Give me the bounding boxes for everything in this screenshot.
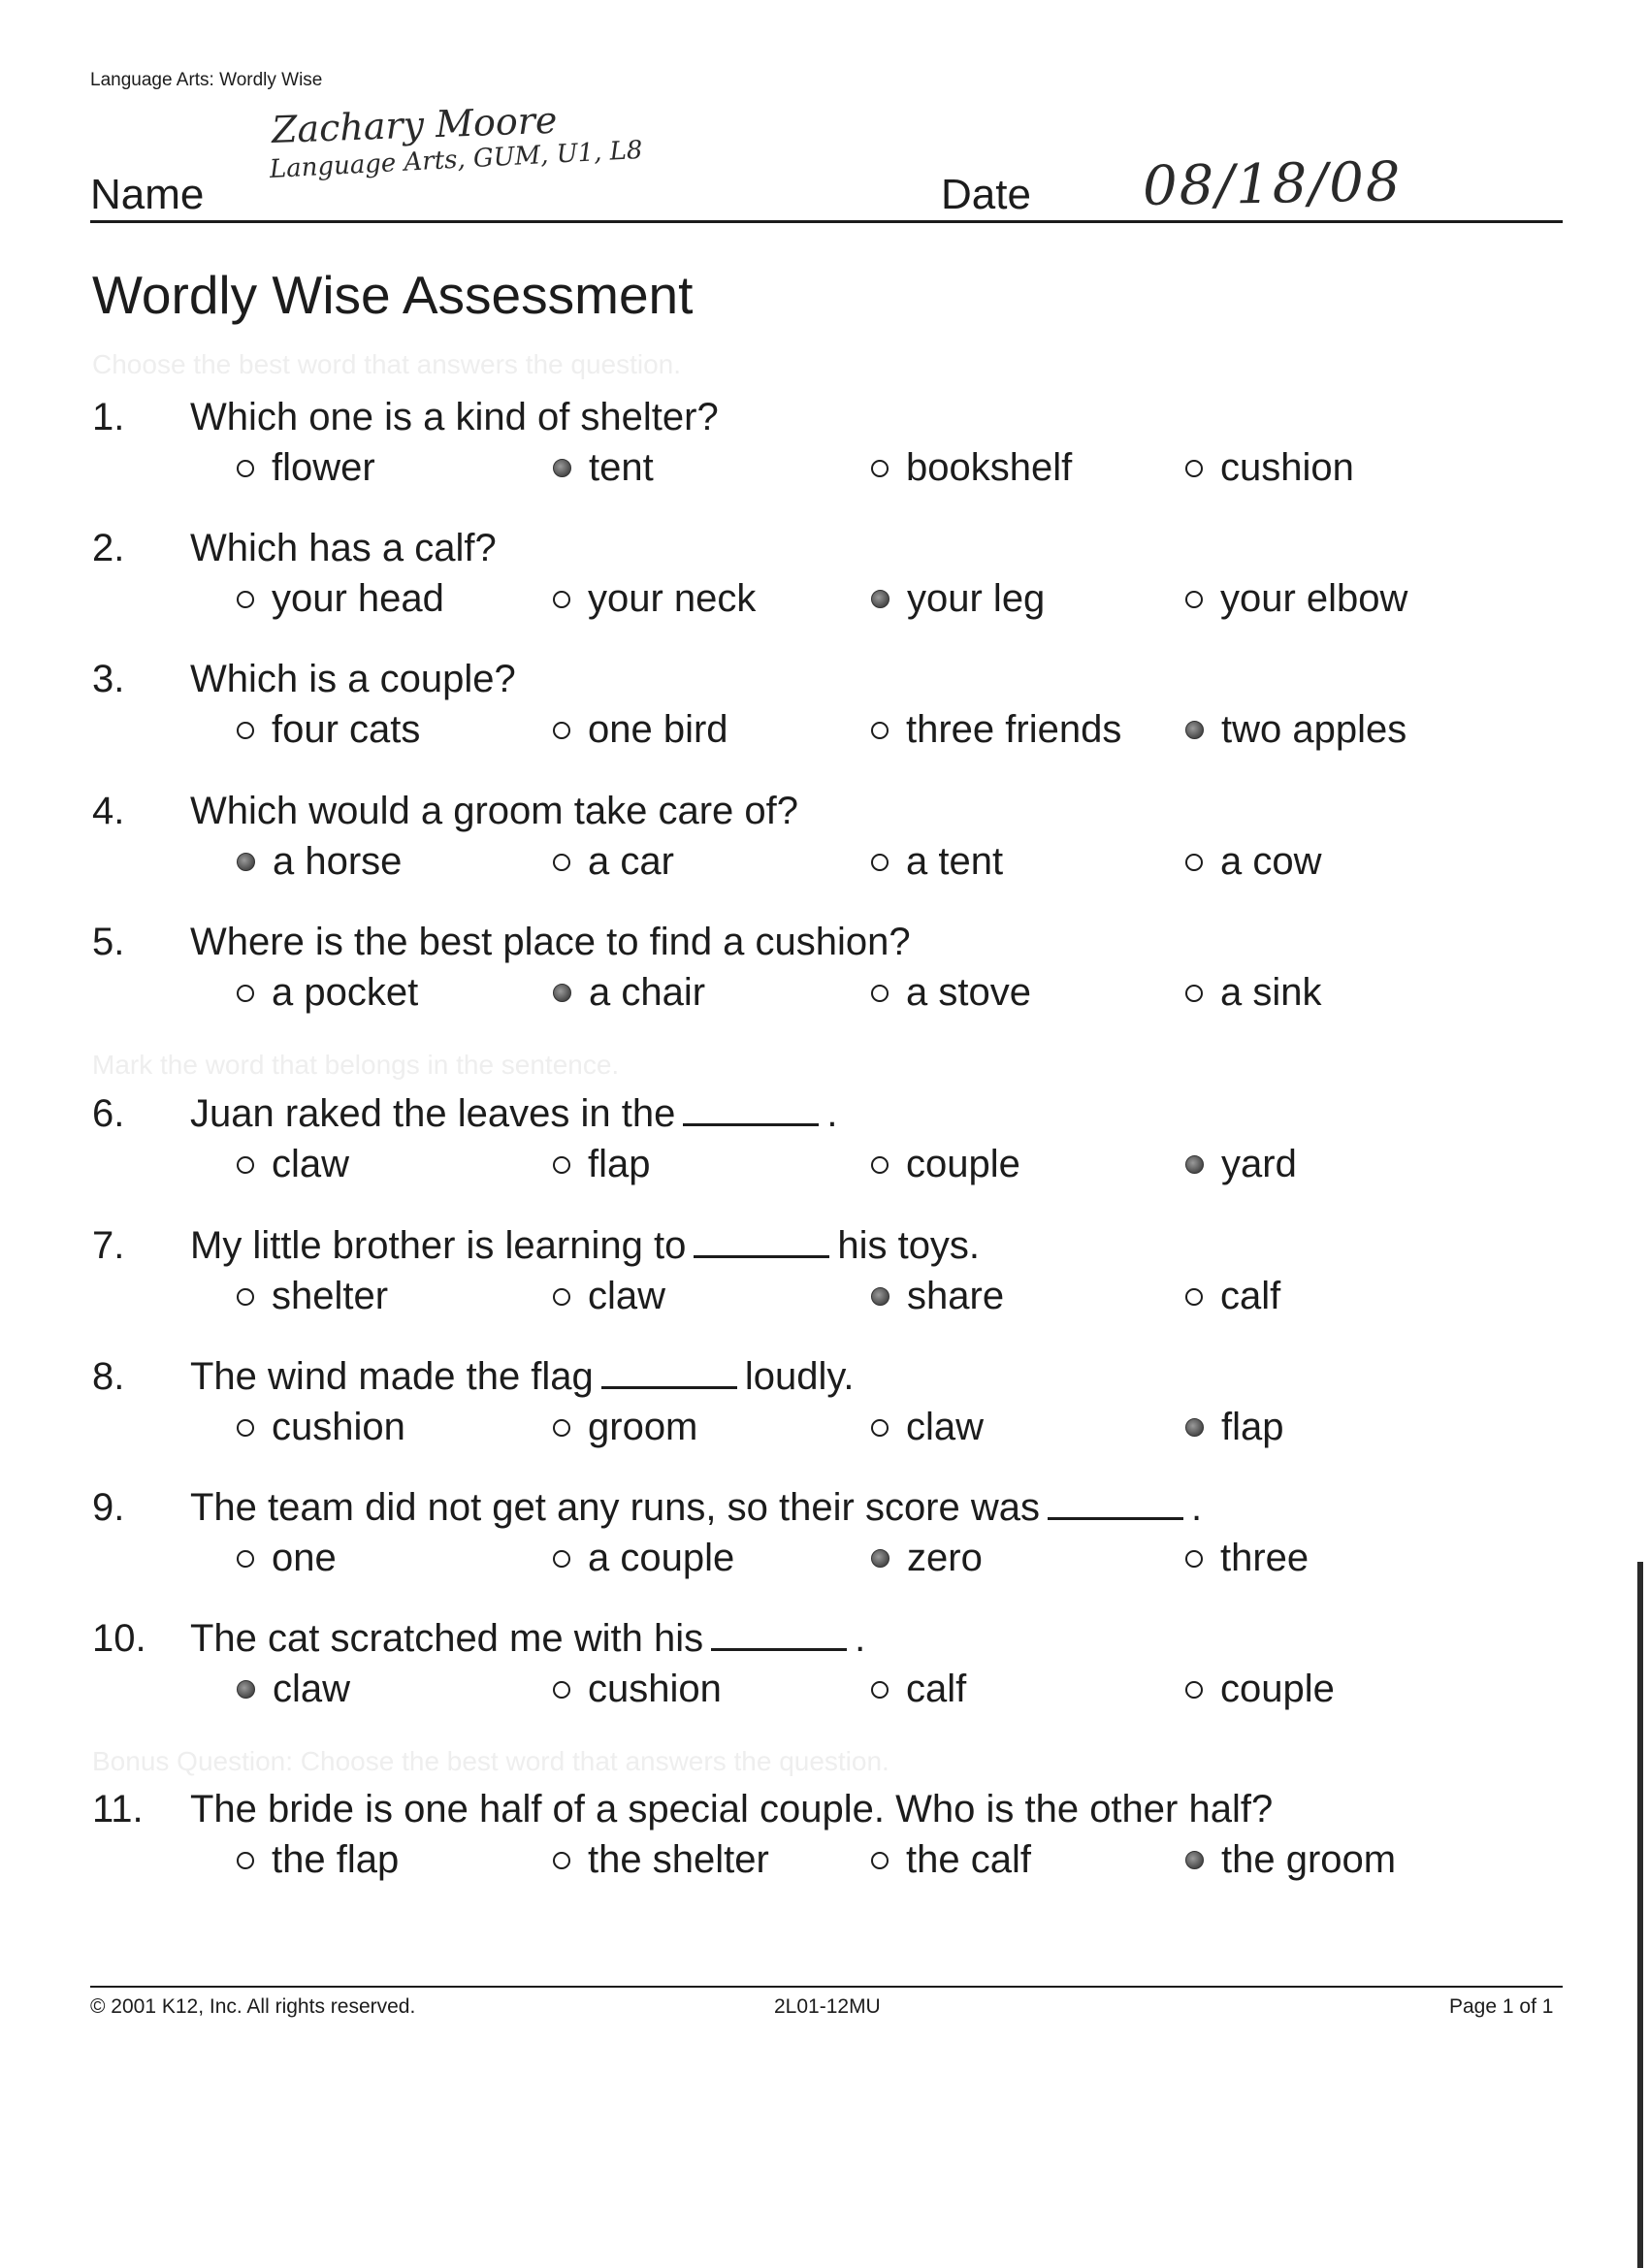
answer-option-label: flower [272,446,375,489]
empty-bubble-icon[interactable] [553,854,570,871]
answer-option-label: flap [588,1143,651,1185]
answer-option[interactable] [1185,1668,1335,1711]
answer-option-label: claw [588,1275,666,1317]
answer-option[interactable] [871,446,1072,490]
empty-bubble-icon[interactable] [1185,460,1203,477]
empty-bubble-icon[interactable] [871,1852,889,1869]
answer-option-label: your head [272,577,444,620]
answer-option[interactable] [237,1406,405,1449]
answer-option-label: a tent [906,840,1004,883]
answer-option-label: a car [588,840,674,883]
date-label: Date [941,171,1031,218]
question-text-after: . [826,1092,838,1135]
answer-blank [1048,1490,1183,1520]
answer-option[interactable] [1185,1838,1396,1882]
filled-bubble-icon[interactable] [871,1549,889,1568]
empty-bubble-icon[interactable] [237,722,254,739]
empty-bubble-icon[interactable] [237,460,254,477]
answer-option[interactable] [237,708,420,752]
answer-option-label: three friends [906,708,1122,751]
answer-option[interactable] [871,840,1003,884]
empty-bubble-icon[interactable] [553,1156,570,1174]
answer-option-label: share [907,1275,1005,1317]
answer-option-label: shelter [272,1275,389,1317]
answer-option-label: a horse [273,840,403,883]
instructions-bonus: Bonus Question: Choose the best word that answers the question. [92,1746,889,1776]
question-number: 5. [92,921,125,963]
question-text: Which is a couple? [190,658,516,700]
empty-bubble-icon[interactable] [553,1681,570,1699]
question-text: Which would a groom take care of? [190,790,798,832]
empty-bubble-icon[interactable] [553,1288,570,1306]
answer-option[interactable] [553,1838,769,1882]
answer-option-label: a cow [1220,840,1322,883]
answer-option[interactable] [871,708,1121,752]
answer-option-label: a sink [1220,971,1322,1014]
question-text-before: The wind made the flag [190,1355,594,1398]
answer-option-label: couple [1220,1668,1335,1710]
answer-option[interactable] [871,971,1031,1015]
answer-option-label: the flap [272,1838,400,1881]
answer-option[interactable] [1185,971,1322,1015]
question-number: 8. [92,1355,125,1398]
answer-option-label: your neck [588,577,757,620]
empty-bubble-icon[interactable] [237,1419,254,1437]
answer-option-label: claw [272,1143,350,1185]
empty-bubble-icon[interactable] [871,985,889,1002]
question-number: 11. [92,1788,144,1831]
question-number: 6. [92,1092,125,1135]
question-text: Which one is a kind of shelter? [190,396,719,438]
answer-option-label: the groom [1221,1838,1397,1881]
name-label: Name [90,171,205,218]
subject-header: Language Arts: Wordly Wise [90,70,323,90]
answer-option[interactable] [1185,1406,1284,1449]
empty-bubble-icon[interactable] [553,1550,570,1568]
answer-option[interactable] [871,577,1045,621]
filled-bubble-icon[interactable] [1185,1418,1204,1437]
empty-bubble-icon[interactable] [237,1288,254,1306]
answer-option[interactable] [553,577,756,621]
page-title: Wordly Wise Assessment [92,265,694,325]
question-text [190,1092,837,1136]
answer-option[interactable] [237,1143,349,1186]
question-text [190,1355,854,1399]
answer-option[interactable] [871,1143,1020,1186]
answer-option-label: your leg [907,577,1046,620]
answer-option[interactable] [1185,1537,1309,1580]
question-number: 1. [92,396,125,438]
answer-option-label: claw [273,1668,351,1710]
filled-bubble-icon[interactable] [237,1680,255,1699]
question-text-before: Juan raked the leaves in the [190,1092,676,1135]
question-text-before: The team did not get any runs, so their score was [190,1486,1040,1529]
empty-bubble-icon[interactable] [1185,854,1203,871]
scan-edge-shadow [1637,1562,1643,2268]
filled-bubble-icon[interactable] [1185,1851,1204,1869]
answer-option-label: calf [1220,1275,1281,1317]
empty-bubble-icon[interactable] [237,591,254,608]
answer-option-label: a stove [906,971,1031,1014]
empty-bubble-icon[interactable] [1185,591,1203,608]
empty-bubble-icon[interactable] [871,854,889,871]
answer-option[interactable] [237,1537,337,1580]
answer-option[interactable] [553,1668,722,1711]
answer-option[interactable] [1185,1275,1280,1318]
answer-blank [601,1359,737,1389]
answer-option[interactable] [1185,840,1322,884]
answer-option[interactable] [553,840,674,884]
answer-option[interactable] [871,1537,983,1580]
answer-option-label: the shelter [588,1838,769,1881]
answer-option[interactable] [1185,446,1354,490]
empty-bubble-icon[interactable] [871,1419,889,1437]
filled-bubble-icon[interactable] [871,590,889,608]
answer-option-label: couple [906,1143,1020,1185]
question-text [190,1617,865,1661]
answer-option-label: the calf [906,1838,1031,1881]
answer-option[interactable] [553,708,728,752]
answer-option-label: one bird [588,708,728,751]
answer-option[interactable] [237,1668,350,1711]
answer-option-label: calf [906,1668,967,1710]
answer-option-label: claw [906,1406,985,1448]
filled-bubble-icon[interactable] [553,984,571,1002]
empty-bubble-icon[interactable] [553,1852,570,1869]
question-number: 2. [92,527,125,569]
answer-option[interactable] [237,840,402,884]
answer-option[interactable] [871,1275,1004,1318]
footer-copyright: © 2001 K12, Inc. All rights reserved. [90,1995,416,2018]
empty-bubble-icon[interactable] [237,1156,254,1174]
course-info: Language Arts, GUM, U1, L8 [269,135,644,184]
answer-option-label: cushion [1220,446,1354,489]
date-value: 08/18/08 [1142,150,1404,218]
answer-option-label: groom [588,1406,698,1448]
question-text [190,1224,980,1268]
answer-option[interactable] [1185,577,1407,621]
question-text-after: . [1191,1486,1203,1529]
answer-option-label: cushion [272,1406,405,1448]
answer-option[interactable] [871,1406,984,1449]
answer-option-label: two apples [1221,708,1407,751]
question-text-before: My little brother is learning to [190,1224,687,1267]
answer-option-label: three [1220,1537,1310,1579]
answer-option-label: flap [1221,1406,1284,1448]
empty-bubble-icon[interactable] [553,1419,570,1437]
question-number: 9. [92,1486,125,1529]
question-text-after: . [855,1617,866,1660]
instructions-section-1: Choose the best word that answers the question. [92,349,682,379]
instructions-section-2: Mark the word that belongs in the sentence. [92,1050,620,1080]
answer-option-label: a chair [589,971,706,1014]
header-rule [90,220,1563,223]
question-number: 7. [92,1224,125,1267]
empty-bubble-icon[interactable] [1185,1550,1203,1568]
footer-rule [90,1986,1563,1988]
question-text: Which has a calf? [190,527,497,569]
question-text-before: The cat scratched me with his [190,1617,704,1660]
question-text: Where is the best place to find a cushion? [190,921,911,963]
question-text-after: loudly. [744,1355,855,1398]
answer-option[interactable] [237,577,444,621]
filled-bubble-icon[interactable] [553,459,571,477]
answer-option[interactable] [553,971,705,1015]
answer-option-label: cushion [588,1668,722,1710]
question-text [190,1486,1202,1530]
answer-option-label: one [272,1537,337,1579]
empty-bubble-icon[interactable] [1185,1288,1203,1306]
answer-option-label: bookshelf [906,446,1073,489]
answer-option-label: four cats [272,708,421,751]
question-text-after: his toys. [837,1224,981,1267]
empty-bubble-icon[interactable] [237,985,254,1002]
answer-option[interactable] [553,446,654,490]
question-number: 10. [92,1617,146,1660]
answer-option-label: tent [589,446,654,489]
answer-option[interactable] [1185,708,1406,752]
empty-bubble-icon[interactable] [237,1852,254,1869]
answer-option[interactable] [871,1668,966,1711]
empty-bubble-icon[interactable] [553,591,570,608]
answer-blank [711,1621,847,1651]
student-name: Zachary Moore [271,98,559,151]
answer-option[interactable] [237,446,375,490]
answer-option-label: your elbow [1220,577,1408,620]
answer-option[interactable] [553,1275,665,1318]
filled-bubble-icon[interactable] [871,1287,889,1306]
answer-option[interactable] [871,1838,1031,1882]
empty-bubble-icon[interactable] [1185,985,1203,1002]
answer-blank [694,1228,829,1258]
answer-blank [683,1096,819,1126]
answer-option[interactable] [553,1406,697,1449]
filled-bubble-icon[interactable] [237,853,255,871]
question-number: 4. [92,790,125,832]
empty-bubble-icon[interactable] [237,1550,254,1568]
footer-code: 2L01-12MU [774,1995,881,2018]
answer-option[interactable] [1185,1143,1297,1186]
filled-bubble-icon[interactable] [1185,721,1204,739]
answer-option-label: yard [1221,1143,1297,1185]
answer-option[interactable] [553,1537,734,1580]
empty-bubble-icon[interactable] [553,722,570,739]
empty-bubble-icon[interactable] [871,460,889,477]
answer-option[interactable] [553,1143,651,1186]
answer-option-label: a pocket [272,971,419,1014]
empty-bubble-icon[interactable] [871,1681,889,1699]
answer-option[interactable] [237,1838,399,1882]
empty-bubble-icon[interactable] [871,722,889,739]
answer-option[interactable] [237,971,418,1015]
filled-bubble-icon[interactable] [1185,1155,1204,1174]
answer-option-label: a couple [588,1537,735,1579]
question-text: The bride is one half of a special couple. Who is the other half? [190,1788,1274,1831]
footer-page: Page 1 of 1 [1449,1995,1554,2018]
empty-bubble-icon[interactable] [1185,1681,1203,1699]
question-number: 3. [92,658,125,700]
answer-option-label: zero [907,1537,983,1579]
empty-bubble-icon[interactable] [871,1156,889,1174]
answer-option[interactable] [237,1275,388,1318]
